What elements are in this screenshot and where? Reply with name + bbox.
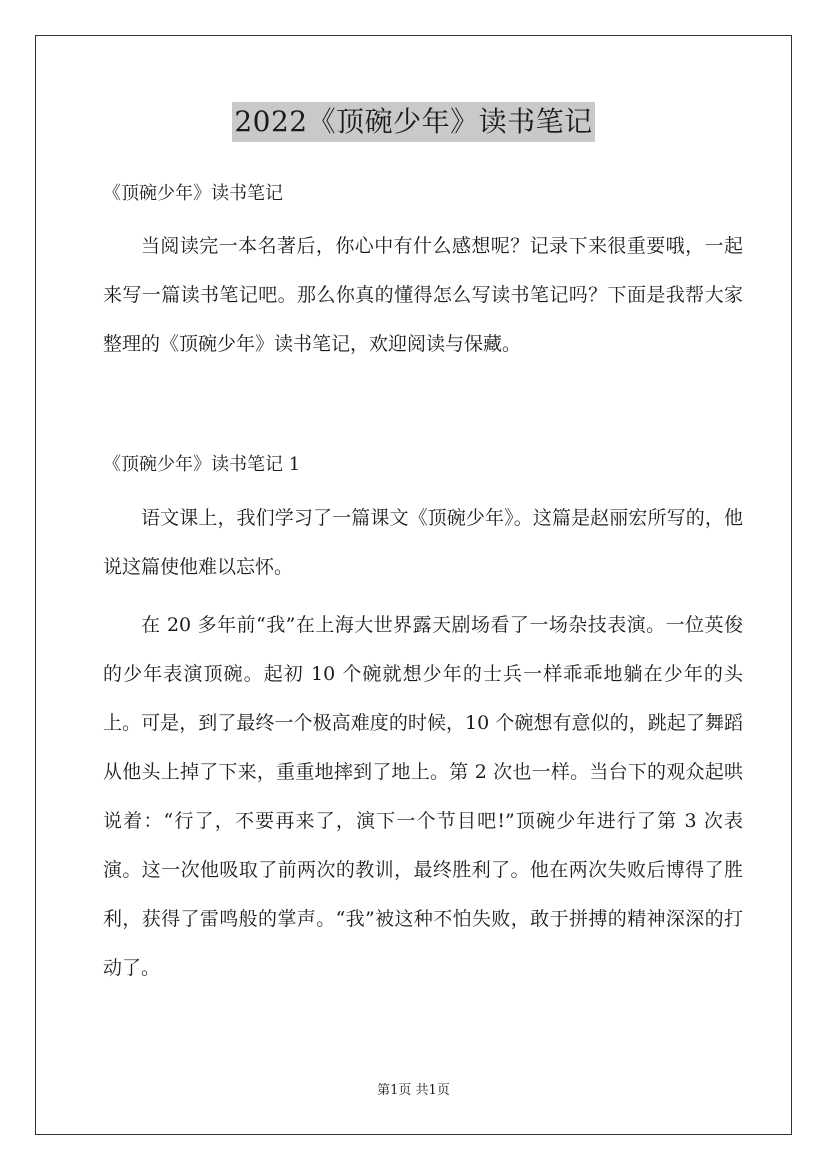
- page-footer: 第1页 共1页: [377, 1083, 450, 1098]
- document-subtitle: 《顶碗少年》读书笔记: [103, 183, 283, 204]
- body-paragraph-1: 语文课上，我们学习了一篇课文《顶碗少年》。这篇是赵丽宏所写的，他说这篇使他难以忘怀。: [103, 507, 743, 578]
- title-container: [0, 102, 827, 142]
- intro-paragraph: 当阅读完一本名著后，你心中有什么感想呢？记录下来很重要哦，一起来写一篇读书笔记吧。那么你真的懂得怎么写读书笔记吗？下面是我帮大家整理的《顶碗少年》读书笔记，欢迎阅读与保藏。: [103, 235, 743, 355]
- section-heading: 《顶碗少年》读书笔记 1: [103, 454, 301, 475]
- body-paragraph-2: 在 20 多年前“我”在上海大世界露天剧场看了一场杂技表演。一位英俊的少年表演顶碗。起初 10 个碗就想少年的士兵一样乖乖地躺在少年的头上。可是，到了最终一个极高难度的时候，10 个碗想有意似的，跳起了舞蹈从他头上掉了下来，重重地摔到了地上。第 2 次也一样。当台下的观众起哄说着：“行了，不要再来了，演下一个节目吧!”顶碗少年进行了第 3 次表演。这一次他吸取了前两次的教训，最终胜利了。他在两次失败后博得了胜利，获得了雷鸣般的掌声。“我”被这种不怕失败，敢于拼搏的精神深深的打动了。: [103, 614, 743, 979]
- document-title: 2022《顶碗少年》读书笔记: [232, 102, 594, 142]
